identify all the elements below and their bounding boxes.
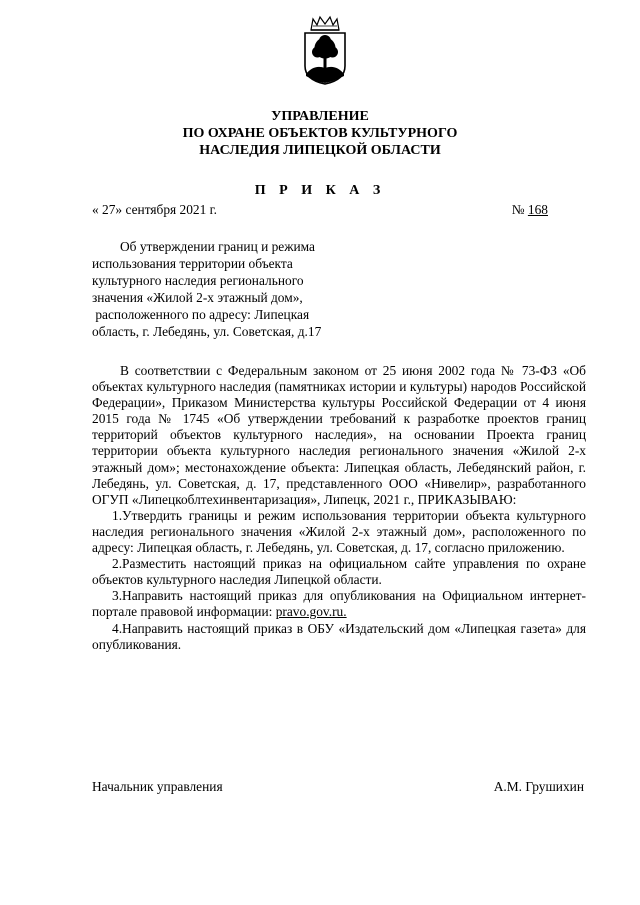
document-title: П Р И К А З [254,183,386,198]
signature-name: А.М. Грушихин [493,779,584,794]
lipetsk-coat-of-arms-icon [302,14,348,86]
subject-line: область, г. Лебедянь, ул. Советская, д.17 [92,324,322,339]
order-item-3 [92,588,586,620]
pravo-link[interactable]: pravo.gov.ru. [275,604,347,620]
order-item-3-text: 3.Направить настоящий приказ для опубликования на Официальном интернет-портале правовой информации: [92,588,586,620]
subject-line: расположенного по адресу: Липецкая [92,307,310,322]
order-item-4: 4.Направить настоящий приказ в ОБУ «Издательский дом «Липецкая газета» для опубликования. [92,620,586,652]
number-prefix: № [511,202,525,217]
order-item-2: 2.Разместить настоящий приказ на официальном сайте управления по охране объектов культурного наследия Липецкой области. [92,556,586,588]
document-number [512,202,548,218]
agency-header-line3: НАСЛЕДИЯ ЛИПЕЦКОЙ ОБЛАСТИ [199,143,441,158]
subject-line: Об утверждении границ и режима [120,239,315,254]
subject-line: значения «Жилой 2-х этажный дом», [92,290,303,305]
subject-line: использования территории объекта [92,256,293,271]
agency-header-line2: ПО ОХРАНЕ ОБЪЕКТОВ КУЛЬТУРНОГО [182,126,458,141]
number-value: 168 [527,202,548,217]
preamble-paragraph: В соответствии с Федеральным законом от 25 июня 2002 года № 73-ФЗ «Об объектах культурного наследия (памятниках истории и культуры) народов Российской Федерации», Приказом Министерства культуры Российской Федерации от 4 июня 2015 года № 1745 «Об утверждении требований к разработке проектов границ территорий объектов культурного наследия», на основании Проекта границ территории объекта культурного наследия регионального значения «Жилой 2-х этажный дом»; местонахождение объекта: Липецкая область, Лебедянский район, г. Лебедянь, ул. Советская, д. 17, представленного ООО «Нивелир», разработанного ОГУП «Липецкоблтехинвентаризация», Липецк, 2021 г., ПРИКАЗЫВАЮ: [92,363,586,507]
agency-header-line1: УПРАВЛЕНИЕ [271,109,369,124]
agency-header [0,108,640,159]
signature-position: Начальник управления [92,779,223,794]
document-body [92,363,586,653]
subject-block [92,238,382,340]
order-item-1: 1.Утвердить границы и режим использования территории объекта культурного наследия регионального значения «Жилой 2-х этажный дом», расположенного по адресу: Липецкая область, г. Лебедянь, ул. Советская, д. 17, согласно приложению. [92,507,586,556]
document-date: « 27» сентября 2021 г. [92,202,217,217]
subject-line: культурного наследия регионального [92,273,304,288]
